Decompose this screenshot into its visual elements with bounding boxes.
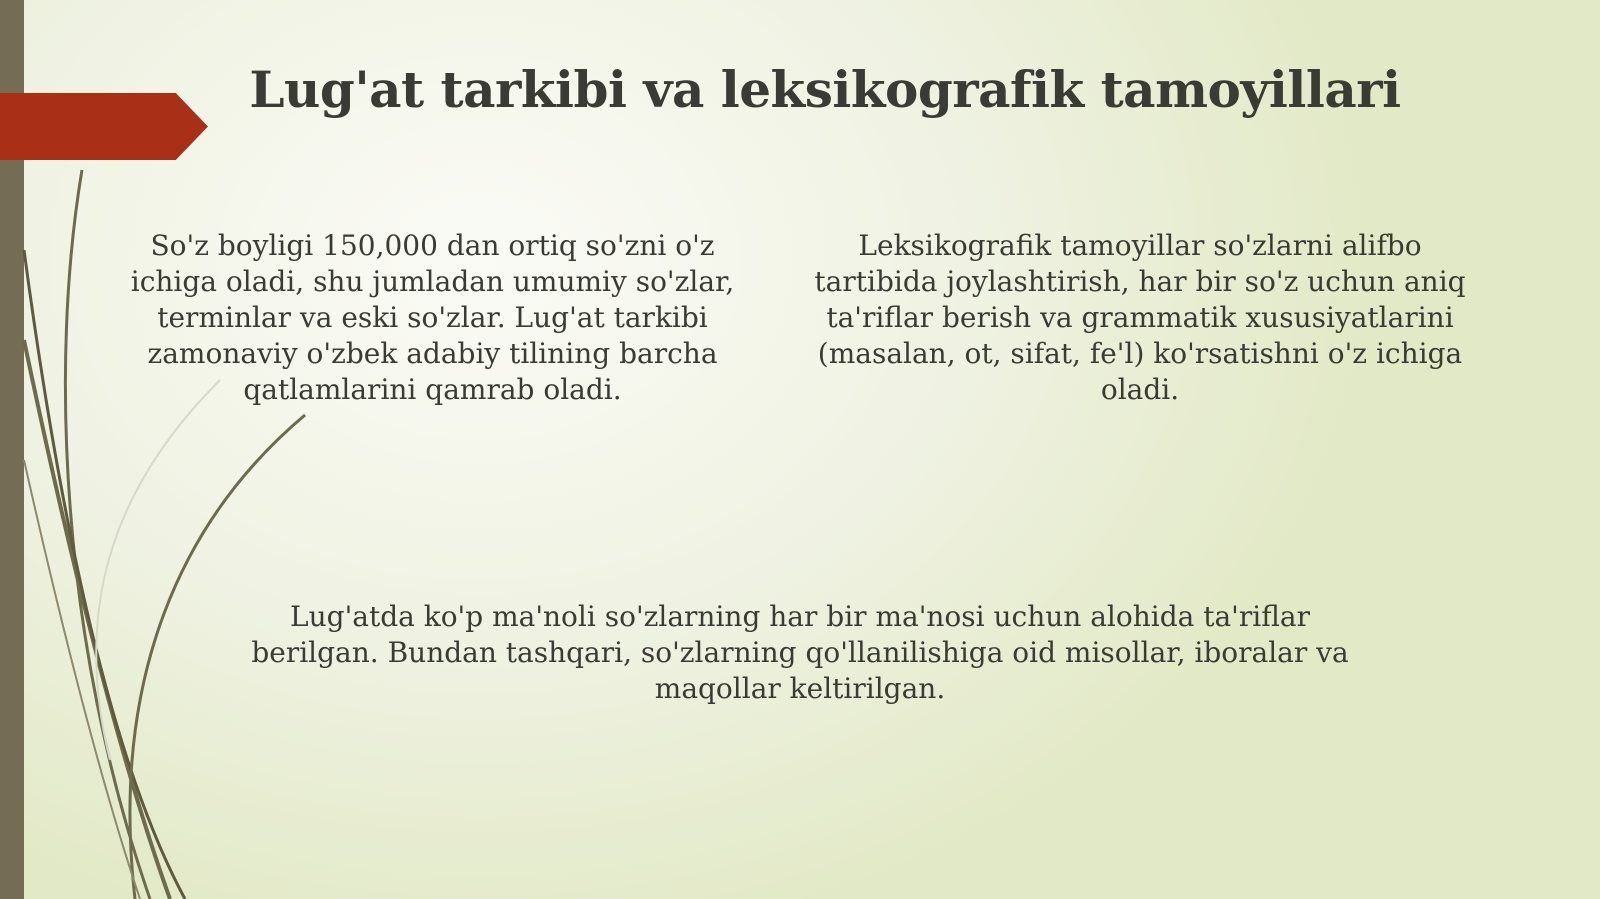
slide-title: Lug'at tarkibi va leksikografik tamoyillari [249,60,1401,119]
grass-strand-6 [96,380,220,760]
paragraph-polysemy: Lug'atda ko'p ma'noli so'zlarning har bir ma'nosi uchun alohida ta'riflar berilgan. Bundan tashqari, so'zlarning qo'llanilishiga oid misollar, iboralar va maqollar keltirilgan. [251,600,1349,705]
paragraph-principles: Leksikografik tamoyillar so'zlarni alifbo tartibida joylashtirish, har bir so'z uchun aniq ta'riflar berish va grammatik xususiyatlarini (masalan, ot, sifat, fe'l) ko'rsatishni o'z ichiga oladi. [814,229,1466,406]
paragraph-vocabulary: So'z boyligi 150,000 dan ortiq so'zni o'z ichiga oladi, shu jumladan umumiy so'zlar, terminlar va eski so'zlar. Lug'at tarkibi zamonaviy o'zbek adabiy tilining barcha qatlamlarini qamrab oladi. [130,229,735,406]
title-arrow-tag [0,93,208,160]
grass-strand-5 [24,460,140,899]
